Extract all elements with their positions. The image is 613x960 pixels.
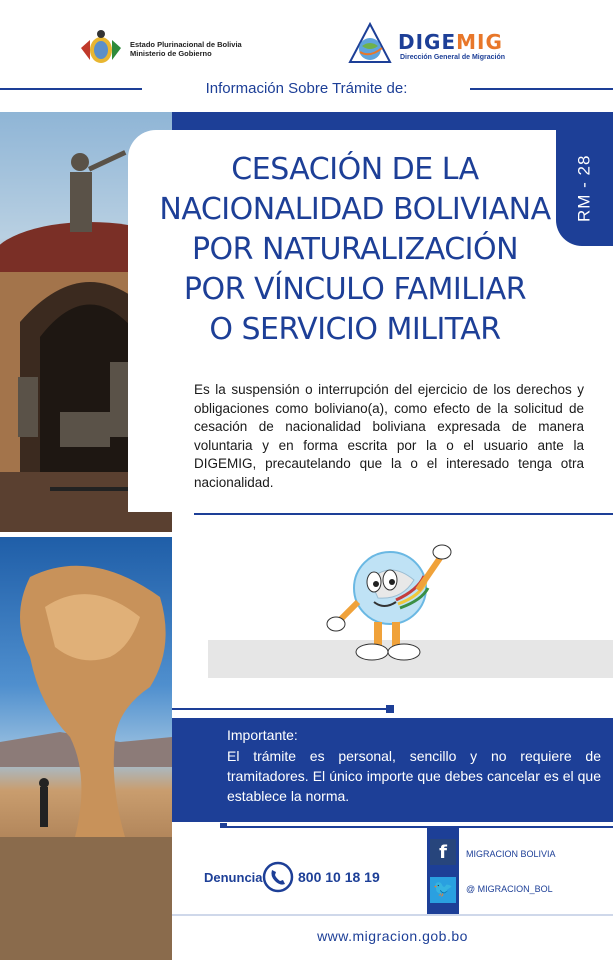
facebook-handle[interactable]: MIGRACION BOLIVIA bbox=[466, 849, 556, 859]
info-title: Información Sobre Trámite de: bbox=[205, 80, 408, 97]
government-line-2: Ministerio de Gobierno bbox=[130, 49, 212, 58]
twitter-icon[interactable]: 🐦 bbox=[430, 877, 456, 903]
digemig-subtitle: Dirección General de Migración bbox=[400, 54, 506, 61]
description-text: Es la suspensión o interrupción del ejercicio de los derechos y obligaciones como boliviano(a), como efecto de la solicitud de cesación de nacionalidad boliviana expresada de manera voluntaria y en forma escrita por la o el usuario ante la DIGEMIG, precautelando que la o el interesado tenga otra nacionalidad. bbox=[194, 382, 584, 490]
phone-icon bbox=[262, 861, 294, 893]
phone-number[interactable]: 800 10 18 19 bbox=[298, 869, 380, 885]
logo-name-part-b: MIG bbox=[456, 30, 503, 54]
coat-of-arms-icon bbox=[79, 28, 123, 68]
title-line: POR NATURALIZACIÓN bbox=[191, 232, 519, 267]
title-line: O SERVICIO MILITAR bbox=[209, 312, 501, 347]
bottom-divider bbox=[172, 914, 613, 916]
website-link[interactable]: www.migracion.gob.bo bbox=[317, 928, 468, 944]
rock-formation-photo bbox=[0, 537, 172, 960]
rm-code: RM - 28 bbox=[574, 154, 594, 222]
title-line: POR VÍNCULO FAMILIAR bbox=[183, 272, 527, 307]
denuncia-label: Denuncia bbox=[204, 870, 263, 885]
globe-mascot-icon bbox=[318, 540, 458, 662]
importante-title: Importante: bbox=[227, 727, 298, 743]
digemig-globe-icon bbox=[348, 22, 392, 66]
header bbox=[0, 0, 613, 110]
title-line: NACIONALIDAD BOLIVIANA bbox=[159, 192, 551, 227]
digemig-logo-text bbox=[398, 30, 503, 54]
top-blue-band bbox=[172, 112, 613, 130]
logo-name-part-a: DIGE bbox=[398, 30, 457, 54]
facebook-icon[interactable]: f bbox=[430, 839, 456, 865]
page-title bbox=[150, 150, 560, 350]
government-line-1: Estado Plurinacional de Bolivia bbox=[130, 40, 242, 49]
importante-text: El trámite es personal, sencillo y no requiere de tramitadores. El único importe que debes cancelar es el que establece la norma. bbox=[227, 748, 601, 804]
importante-dot bbox=[386, 705, 394, 713]
twitter-handle[interactable]: @ MIGRACION_BOL bbox=[466, 884, 553, 894]
divider bbox=[194, 513, 613, 515]
title-line: CESACIÓN DE LA bbox=[231, 152, 479, 187]
importante-line bbox=[172, 708, 390, 710]
government-name bbox=[130, 40, 242, 58]
